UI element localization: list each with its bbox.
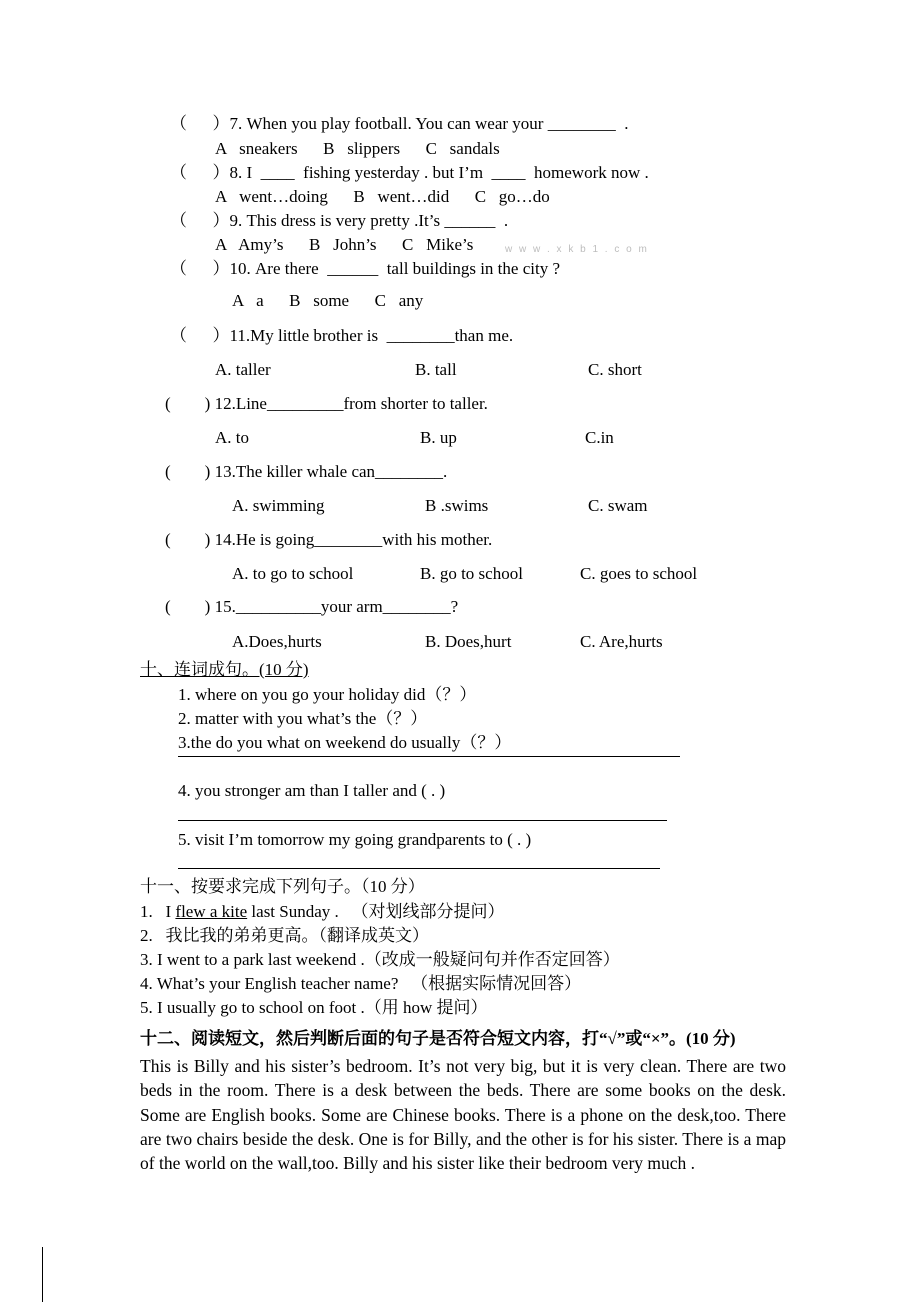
text-segment: last Sunday . （对划线部分提问） [247,902,505,921]
question-13: ( ) 13.The killer whale can________. [165,462,448,481]
question-13-option-a: A. swimming [232,496,325,515]
answer-line-2 [178,820,667,821]
section-heading-rearrange: 十、连词成句。(10 分) [140,660,309,679]
complete-item-5: 5. I usually go to school on foot .（用 how 提问） [140,998,488,1017]
question-7: （ ）7. When you play football. You can wear your ________ . [170,114,629,133]
complete-item-4: 4. What’s your English teacher name? （根据实际情况回答） [140,974,582,993]
question-13-option-c: C. swam [588,496,648,515]
question-14-option-b: B. go to school [420,564,523,583]
question-13-option-b: B .swims [425,496,489,515]
question-11-option-b: B. tall [415,360,457,379]
rearrange-item-4: 4. you stronger am than I taller and ( . ) [178,781,446,800]
page-edge-line [42,1247,43,1302]
question-12-option-c: C.in [585,428,614,447]
question-14: ( ) 14.He is going________with his mother. [165,530,493,549]
watermark: w w w . x k b 1 . c o m [505,244,649,255]
complete-item-3: 3. I went to a park last weekend .（改成一般疑问句并作否定回答） [140,950,620,969]
question-12-option-b: B. up [420,428,457,447]
question-12-option-a: A. to [215,428,249,447]
rearrange-item-3: 3.the do you what on weekend do usually（？） [178,733,512,752]
question-14-option-a: A. to go to school [232,564,354,583]
question-11: （ ）11.My little brother is ________than me. [170,326,514,345]
question-10-options: A a B some C any [232,291,424,310]
question-15-option-b: B. Does,hurt [425,632,512,651]
section-heading-complete: 十一、按要求完成下列句子。（10 分） [140,877,425,896]
question-11-option-a: A. taller [215,360,271,379]
question-10: （ ）10. Are there ______ tall buildings in the city ? [170,259,560,278]
question-7-options: A sneakers B slippers C sandals [215,139,500,158]
answer-line-1 [178,756,680,757]
answer-line-3 [178,868,660,869]
question-9-options: A Amy’s B John’s C Mike’s [215,235,474,254]
question-11-option-c: C. short [588,360,642,379]
reading-passage: This is Billy and his sister’s bedroom. It’s not very big, but it is very clean. There are two beds in the room. There is a desk between the beds. There are some books on the desk. Some are English books. Some are Chinese books. There is a phone on the desk,too. There are two chairs beside the desk. One is for Billy, and the other is for his sister. There is a map of the world on the wall,too. Billy and his sister like their bedroom very much . [140,1056,786,1174]
text-segment: 1. I [140,902,176,921]
rearrange-item-1: 1. where on you go your holiday did（？） [178,685,477,704]
complete-item-2: 2. 我比我的弟弟更高。（翻译成英文） [140,926,429,945]
question-8: （ ）8. I ____ fishing yesterday . but I’m ____ homework now . [170,163,649,182]
question-15-option-c: C. Are,hurts [580,632,663,651]
question-15-option-a: A.Does,hurts [232,632,322,651]
section-heading-reading: 十二、阅读短文，然后判断后面的句子是否符合短文内容，打“√”或“×”。(10 分) [140,1029,736,1048]
rearrange-item-2: 2. matter with you what’s the（？） [178,709,428,728]
question-12: ( ) 12.Line_________from shorter to taller. [165,394,488,413]
question-14-option-c: C. goes to school [580,564,698,583]
complete-item-1 [140,902,505,922]
underlined-phrase: flew a kite [175,902,248,921]
rearrange-item-5: 5. visit I’m tomorrow my going grandparents to ( . ) [178,830,532,849]
question-15: ( ) 15.__________your arm________? [165,597,459,616]
question-8-options: A went…doing B went…did C go…do [215,187,550,206]
question-9: （ ）9. This dress is very pretty .It’s ______ . [170,211,509,230]
